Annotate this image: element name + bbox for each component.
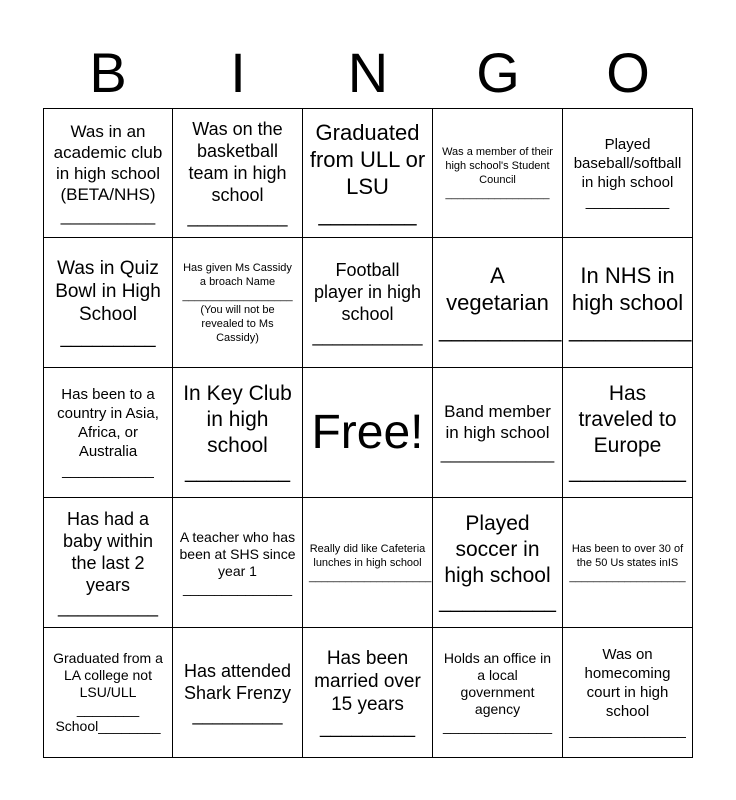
bingo-cell[interactable] bbox=[433, 368, 563, 498]
bingo-cell[interactable] bbox=[563, 628, 693, 758]
bingo-header bbox=[43, 40, 693, 106]
header-letter-b: B bbox=[89, 41, 127, 104]
bingo-cell-text: Really did like Cafeteria lunches in high school ____________________ bbox=[309, 542, 432, 583]
bingo-cell[interactable] bbox=[43, 628, 173, 758]
bingo-cell[interactable] bbox=[433, 238, 563, 368]
bingo-cell[interactable] bbox=[563, 498, 693, 628]
bingo-cell[interactable] bbox=[173, 368, 303, 498]
bingo-cell-text: Played soccer in high school __________ bbox=[439, 511, 556, 613]
bingo-cell-text: Has given Ms Cassidy a broach Name __________________ (You will not be revealed to Ms Cassidy) bbox=[182, 261, 293, 344]
header-letter-o: O bbox=[606, 41, 650, 104]
header-letter-g: G bbox=[476, 41, 520, 104]
bingo-cell-text: Has had a baby within the last 2 years __________ bbox=[57, 508, 159, 617]
bingo-cell-text: Football player in high school ___________ bbox=[312, 259, 423, 346]
bingo-cell-text: Was on homecoming court in high school ______________ bbox=[569, 646, 686, 739]
bingo-cell-free[interactable] bbox=[303, 368, 433, 498]
bingo-cell[interactable] bbox=[43, 238, 173, 368]
bingo-cell[interactable] bbox=[303, 238, 433, 368]
bingo-cell-text: A teacher who has been at SHS since year 1 ______________ bbox=[179, 528, 296, 596]
bingo-cell[interactable] bbox=[173, 108, 303, 238]
bingo-cell[interactable] bbox=[563, 368, 693, 498]
bingo-cell[interactable] bbox=[303, 108, 433, 238]
header-letter-i: I bbox=[230, 41, 246, 104]
bingo-cell-text: Was in Quiz Bowl in High School _________ bbox=[55, 257, 161, 348]
bingo-cell[interactable] bbox=[563, 238, 693, 368]
bingo-cell[interactable] bbox=[563, 108, 693, 238]
free-space-label: Free! bbox=[311, 405, 424, 459]
bingo-cell[interactable] bbox=[43, 108, 173, 238]
bingo-cell-text: Was on the basketball team in high school __________ bbox=[187, 119, 288, 227]
bingo-cell[interactable] bbox=[43, 368, 173, 498]
bingo-board bbox=[43, 108, 693, 758]
header-letter-n: N bbox=[347, 41, 389, 104]
bingo-cell-text: A vegetarian __________ bbox=[439, 263, 562, 342]
bingo-cell-text: Graduated from ULL or LSU ________ bbox=[309, 120, 426, 226]
bingo-cell-text: Has been to over 30 of the 50 Us states inIS ___________________ bbox=[569, 542, 686, 583]
bingo-cell[interactable] bbox=[173, 238, 303, 368]
bingo-cell-text: In NHS in high school __________ bbox=[569, 263, 692, 342]
bingo-cell-text: In Key Club in high school _________ bbox=[183, 381, 292, 483]
bingo-cell[interactable] bbox=[433, 628, 563, 758]
bingo-cell[interactable] bbox=[173, 498, 303, 628]
bingo-cell[interactable] bbox=[303, 498, 433, 628]
bingo-cell-text: Has traveled to Europe __________ bbox=[569, 381, 686, 483]
bingo-cell-text: Has attended Shark Frenzy _________ bbox=[183, 660, 292, 725]
bingo-cell[interactable] bbox=[43, 498, 173, 628]
bingo-cell-text: Was in an academic club in high school (BETA/NHS) __________ bbox=[53, 121, 163, 225]
bingo-cell[interactable] bbox=[433, 498, 563, 628]
bingo-cell-text: Has been to a country in Asia, Africa, or Australia ___________ bbox=[57, 386, 159, 479]
bingo-cell[interactable] bbox=[303, 628, 433, 758]
bingo-cell[interactable] bbox=[433, 108, 563, 238]
bingo-cell-text: Holds an office in a local government agency ______________ bbox=[442, 650, 552, 734]
bingo-cell-text: Has been married over 15 years _________ bbox=[314, 647, 421, 738]
bingo-cell-text: Was a member of their high school's Student Council _________________ bbox=[442, 146, 553, 200]
bingo-cell-text: Played baseball/softball in high school __________ bbox=[573, 136, 682, 210]
bingo-cell-text: Graduated from a LA college not LSU/ULL ________ School________ bbox=[53, 650, 163, 734]
bingo-cell-text: Band member in high school ____________ bbox=[440, 402, 555, 463]
bingo-cell[interactable] bbox=[173, 628, 303, 758]
